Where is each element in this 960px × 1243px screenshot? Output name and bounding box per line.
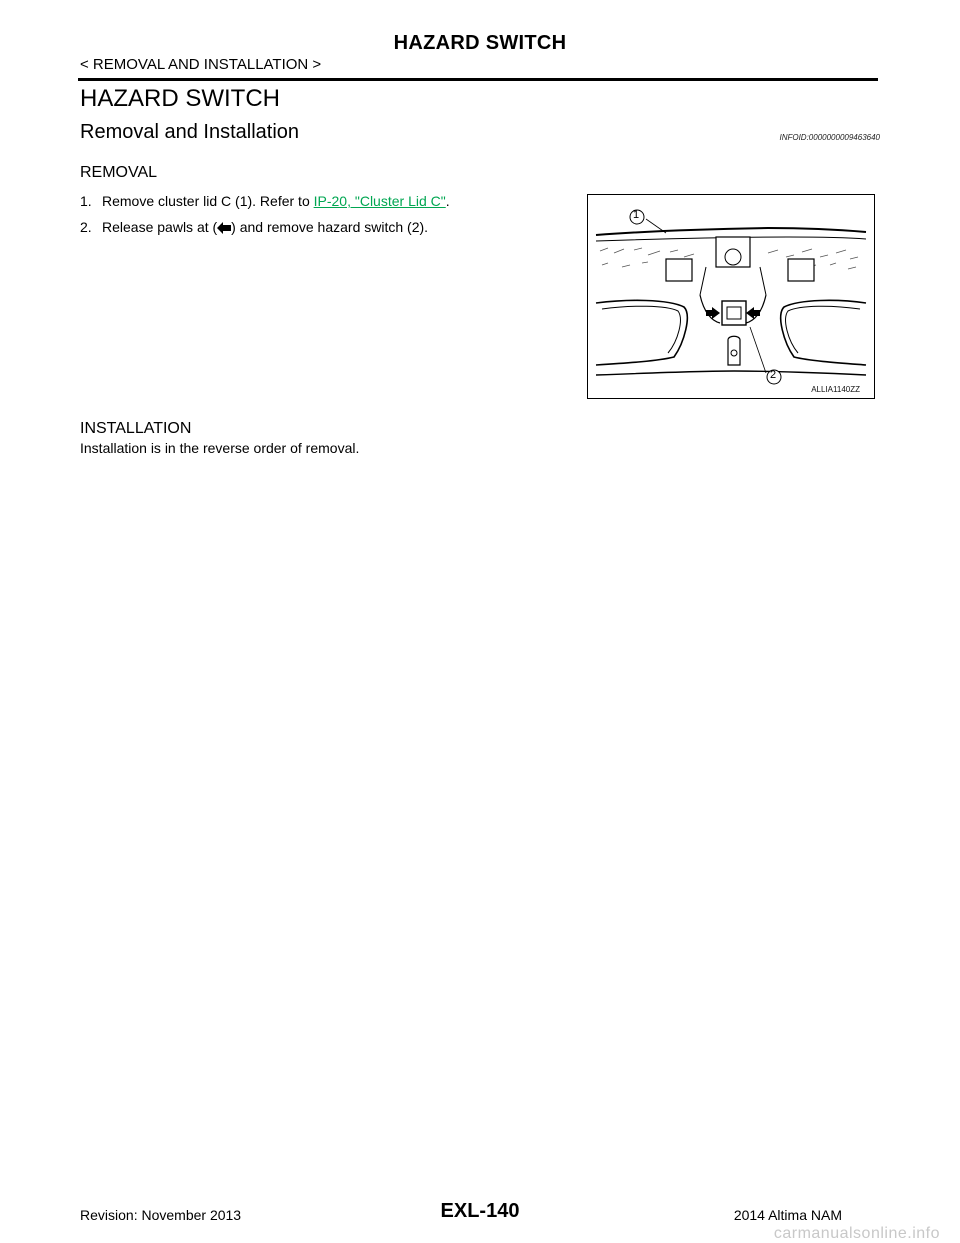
footer-page-number: EXL-140 [440, 1200, 520, 1222]
step-text: Remove cluster lid C (1). Refer to [102, 193, 314, 209]
illustration-drawing [588, 195, 873, 397]
figure-id: ALLIA1140ZZ [811, 385, 860, 394]
step-text: Release pawls at ( [102, 219, 218, 235]
footer-revision: Revision: November 2013 [80, 1207, 242, 1223]
step-text-end: . [445, 193, 450, 209]
watermark: carmanualsonline.info [773, 1225, 940, 1242]
footer-model: 2014 Altima NAM [733, 1207, 842, 1223]
cluster-lid-reference-link[interactable]: IP-20, "Cluster Lid C" [313, 193, 446, 209]
section-title: HAZARD SWITCH [80, 85, 280, 112]
removal-step-1 [80, 193, 450, 209]
subsection-header [80, 121, 880, 144]
installation-text: Installation is in the reverse order of removal. [80, 440, 360, 456]
step-number: 2. [80, 219, 92, 235]
info-id: INFOID:0000000009463640 [779, 133, 880, 142]
removal-heading: REMOVAL [80, 164, 158, 181]
installation-heading: INSTALLATION [80, 420, 192, 437]
removal-step-2 [80, 219, 428, 235]
callout-1: 1 [633, 209, 640, 221]
step-number: 1. [80, 193, 92, 209]
callout-2: 2 [770, 369, 777, 381]
hazard-switch-illustration [587, 194, 875, 399]
step-text-end: ) and remove hazard switch (2). [231, 219, 429, 235]
pawl-arrow-icon [217, 222, 231, 234]
page-header-title: HAZARD SWITCH [393, 32, 567, 54]
subsection-title: Removal and Installation [80, 121, 300, 143]
header-divider [78, 78, 878, 81]
breadcrumb: < REMOVAL AND INSTALLATION > [80, 56, 322, 73]
